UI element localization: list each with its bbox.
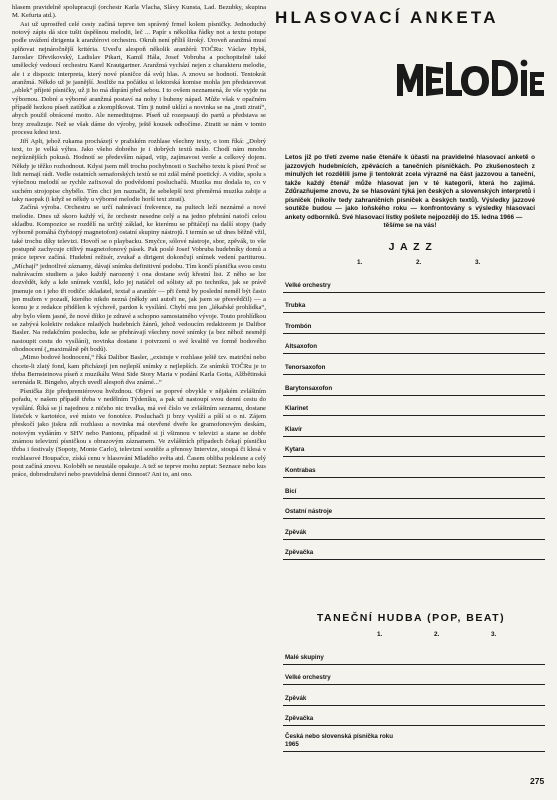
- poll-title: HLASOVACÍ ANKETA: [275, 8, 499, 27]
- ballot-row[interactable]: [283, 272, 545, 293]
- ballot-row[interactable]: [283, 726, 545, 752]
- page-number: 275: [530, 776, 545, 786]
- poll-column: [271, 0, 551, 790]
- ballot-row-label: Kontrabas: [285, 466, 316, 474]
- ballot-row[interactable]: [283, 334, 545, 355]
- ballot-row[interactable]: [283, 540, 545, 561]
- ballot-row-label: Trombón: [285, 322, 312, 330]
- poll-intro-text: Letos již po třetí zveme naše čtenáře k účasti na pravidelné hlasovací anketě o jazzových hudebnících, zpěvácích a tanečních písničkách. Po zkušenostech z minulých let rozdělili jsme ji tentokrát zcela výrazně na část jazzovou a taneční, takže každý čtenář může hlasovat jen v té kategorii, která ho zajímá. Zdůrazňujeme znovu, že se hlasování týká jen českých a slovenských interpretů i písniček (nikoliv tedy zahraničních písniček a českých textů). Výsledky jazzové soutěže budou — jako loňského roku — konfrontovány s výsledky hlasovací ankety odborníků. Své hlasovací lístky pošlete nejpozději do 15. ledna 1966 —: [285, 154, 535, 221]
- dance-rank-columns: [271, 631, 551, 641]
- ballot-row[interactable]: [283, 313, 545, 334]
- ballot-row[interactable]: [283, 416, 545, 437]
- ballot-row[interactable]: [283, 706, 545, 727]
- dance-heading: TANEČNÍ HUDBA (POP, BEAT): [316, 612, 506, 624]
- article-paragraph: Písnička žije předpremiérovou hvězdnou. Objeví se poprvé obvykle v nějakém zvláštním pořadu, v našem případě třeba v nedělním Týdeníku, a pak už nastoupí svou denní cestu do vysílání. Říká se jí najednou z ničeho nic trvalka, má své číslo ve zvláštním seznamu, dostane lísteček v kartotéce, své místo ve fonotéce. Posluchači ji brzy vyslíží a píší si o ni. Zájem přeskočí jako jiskra zdí rozhlasu a novinka má otevřené dveře ke gramofonovým deskám, notovým vydáním v SHV nebo Pantonu, případně si jí všimnou v televizi a stane se dobře známou televizní písničkou s obrazovým záznamem. Ve zvláštních případech čekají písničku třeba i festivaly (Sopoty, Monte Carlo), televizní soutěže a přenosy Intervize, stoupá či klesá v rozhlasové Houpačce, získá cenu v hlasování Mladého světa atd. Časem obliba poklesne a celý pout začíná znovu. Koloběh se neustále opakuje. A tež se teprve mohu zeptat: Seznace nebo kus práce, dobrodružství nebo pravidelná denní činnost? Ani to, ani ono.: [12, 387, 266, 479]
- ballot-row-label: Barytonsaxofon: [285, 384, 333, 392]
- ballot-row-label: Zpěvák: [285, 528, 307, 536]
- ballot-row-label: Ostatní nástroje: [285, 508, 333, 516]
- article-paragraph: hlasem pravidelně spolupracují (orchestr Karla Vlacha, Slávy Kunsta, Lad. Bezubky, skupina M. Kefurta atd.).: [12, 4, 266, 20]
- ballot-row-label: Malé skupiny: [285, 653, 324, 661]
- ballot-row[interactable]: [283, 354, 545, 375]
- article-paragraph: Jiří Aplt, jehož rukama procházejí v pražském rozhlase všechny texty, o tom říká: „Dobrý text, to je velká výhra. Jako všeho dobrého je i dobrých textů málo. Chodí nám mnoho nejrůznějších pokusů. Hodnotí se především nápad, vtip, zajímavost verše a celkový dojem. Někdy je těžko rozhodnout. Kdysi jsem měl trochu pochybnosti o Suchého textu k písní Proč se lidi nemají rádi. Vedle ostatních semaforských textů se mi zdál méně poetický. A vidíte, spolu s výtečnou melodií se rychle zafixoval do podvědomí posluchačů. Muzika mu dodala to, co v suchém strojopise chybělo. Tím chci jen naznačit, že sebelepší text přeměrná muzika zabije a taky naopak (i když se někdy u výborné melodie horší text ztratí).: [12, 137, 266, 203]
- ballot-row-label: Klarinet: [285, 405, 309, 413]
- ballot-row-label: Kytara: [285, 446, 305, 454]
- jazz-heading: J A Z Z: [388, 241, 434, 253]
- ballot-row-label: Zpěvačka: [285, 715, 314, 723]
- ballot-row-label: Velké orchestry: [285, 281, 331, 289]
- jazz-rank-2: 2.: [416, 259, 422, 266]
- ballot-row[interactable]: [283, 665, 545, 686]
- ballot-row-label: Bicí: [285, 487, 297, 495]
- ballot-row-label: Klavír: [285, 425, 303, 433]
- jazz-ballot: [283, 272, 545, 560]
- dance-ballot: [283, 644, 545, 752]
- poll-intro: [285, 154, 535, 231]
- ballot-row[interactable]: [283, 457, 545, 478]
- poll-intro-tail: těšíme se na vás!: [383, 222, 437, 229]
- dance-rank-2: 2.: [434, 631, 440, 638]
- article-paragraph: Začíná výroba. Orchestru se určí nahrávací frekvence, na pultech leží neznámé a nové melodie. Dnes už skoro každý ví, že orchestr nesedne celý a na jedno přehrání natočí celou skladbu. Kompozice se rozdělí na určitý základ, ke kterému se přitáčejí na další stopy (tady výborně pomáhá čtyřstopý magnetofon) ostatní skupiny nástrojů. I termín se už dnes běžně vžil, také trochu díky televizi. Hovoří se o playbacku. Smyčce, sólové nástroje, sbor, zpěvák, to vše postupně zachycuje citlivý magnetofonový pásek. Pak poslé Josef Vobruba hudebníky domů a práce teprve začíná. Hudební režisér, zvukař a dirigent dokončují snímek vedení partiturou. „Míchají“ jednotlivé záznamy, dávají snímku definitivní podobu. Tím končí písnička svou cestu nahrávacím studiem a jako každý narozený i ona dostane svůj křestní list. Z něho se lze dozvědět, kdy a kde snímek vznikl, kdo jej natáčel od sólisty až po techniku, jak se právě jmenuje on i jeho tři rodiče: skladatel, textař a aranžér — při čemž by poslední neměl být často jen mužem v pozadí, kterého nikdo nezná (někdy ani autoři ne, jak jsem se přesvědčil) — a komu je z redakce přidělen k výchově, pardon k vysílání. Chybí mu jen „lékařské prohlídka“, aby bylo všem jasné, že nové dítko je zdravé a schopno samostatného vývoje. Touto prohlídkou se zabývá kolektiv redakce mladých hudebních žánrů, jehož vedoucím redaktorem je Dalibor Basler. Na redakčním poslechu, kde se přehrávají všechny nové snímky (a bez něhož nesmějí nastoupit cestu do vysílání), novinka dostane i potvrzení o své kvalitě ve formě bodového ohodnocení („maximálně pět bodů).: [12, 204, 266, 354]
- ballot-row[interactable]: [283, 499, 545, 520]
- ballot-row-label: Tenorsaxofon: [285, 363, 326, 371]
- ballot-row[interactable]: [283, 375, 545, 396]
- article-paragraph: „Mimo bodové hodnocení,“ říká Dalibor Basler, „existuje v rozhlase ještě tzv. matriční nebo chcete-li zlatý fond, kam přicházejí jen nejlepší snímky z nejlepších. Ze snímků TOČRu je to třeba Bernsteinova píseň z muzikálu West Side Story Maria v podání Karla Gotta, Alžbětinská serenáda R. Bingeho, abych uvedl alespoň dva známé...“: [12, 354, 266, 387]
- ballot-row[interactable]: [283, 437, 545, 458]
- ballot-row-label: Altsaxofon: [285, 343, 317, 351]
- jazz-rank-1: 1.: [357, 259, 363, 266]
- dance-rank-3: 3.: [491, 631, 497, 638]
- ballot-row-label: Zpěvačka: [285, 549, 314, 557]
- ballot-row[interactable]: [283, 293, 545, 314]
- jazz-rank-columns: [271, 259, 551, 269]
- ballot-row[interactable]: [283, 644, 545, 665]
- ballot-row[interactable]: [283, 478, 545, 499]
- ballot-row-label: Česká nebo slovenská písnička roku 1965: [285, 733, 393, 748]
- melodie-logo: [395, 52, 545, 104]
- article-column: [12, 4, 266, 780]
- dance-rank-1: 1.: [377, 631, 383, 638]
- ballot-row-label: Trubka: [285, 302, 306, 310]
- article-paragraph: Asi už uprostřed celé cesty začíná teprve ten správný frmel kolem písničky. Jednoduchý notový zápis dá sice tušit úspěšnou melodii, leč ... Papír s několika řádky not a textu potupe podle uvážení dirigenta k aranžérovi orchestru. Okruh není příliš široký. Úroveň aranžmá musí splňovat nejnáročnější kritéria. Uveďu alespoň několik aranžérů TOČRu: Václav Hybš, Jaroslav Dřevikovský, Ladislav Pikart, Kamil Hála, Josef Vobruba a pochopitelně také umělecký vedoucí orchestru Karel Krautgartner. Aranžmá vychází nejen z charakteru melodie, ale i z dispozic interpreta, který nové písničce dá svůj hlas. A znovu se hodnotí. Tentokrát aranžmá. Někdo už je jasnější. Jestliže na počátku si lektorská komise mohla jen představovat „oblek“ příjeté písničky, už ji ho má díqrání před sebou. I to ovšem neznamená, že vše vyjde na výbornou. Dobré a výborné aranžmá postaví na nohy i bubeny nápad. Může však v opačném případě hezkou píseň zatížkat a zkomplikovat. Tím ji nutně uklízí a novinka se na „trati ztratí“, abych použil obrácené motto. Ale nemeditujme. Píseň už rozepsaují do partů a představa se brzy zrealizuje. Než se však dáme do výroby, ještě kousek odbočíme. Ztratit se nám v tomto procesu kdesi text.: [12, 20, 266, 137]
- melodie-logo-graphic: [395, 52, 545, 104]
- ballot-row-label: Velké orchestry: [285, 674, 331, 682]
- ballot-row-label: Zpěvák: [285, 694, 307, 702]
- ballot-row[interactable]: [283, 519, 545, 540]
- jazz-rank-3: 3.: [475, 259, 481, 266]
- ballot-row[interactable]: [283, 396, 545, 417]
- ballot-row[interactable]: [283, 685, 545, 706]
